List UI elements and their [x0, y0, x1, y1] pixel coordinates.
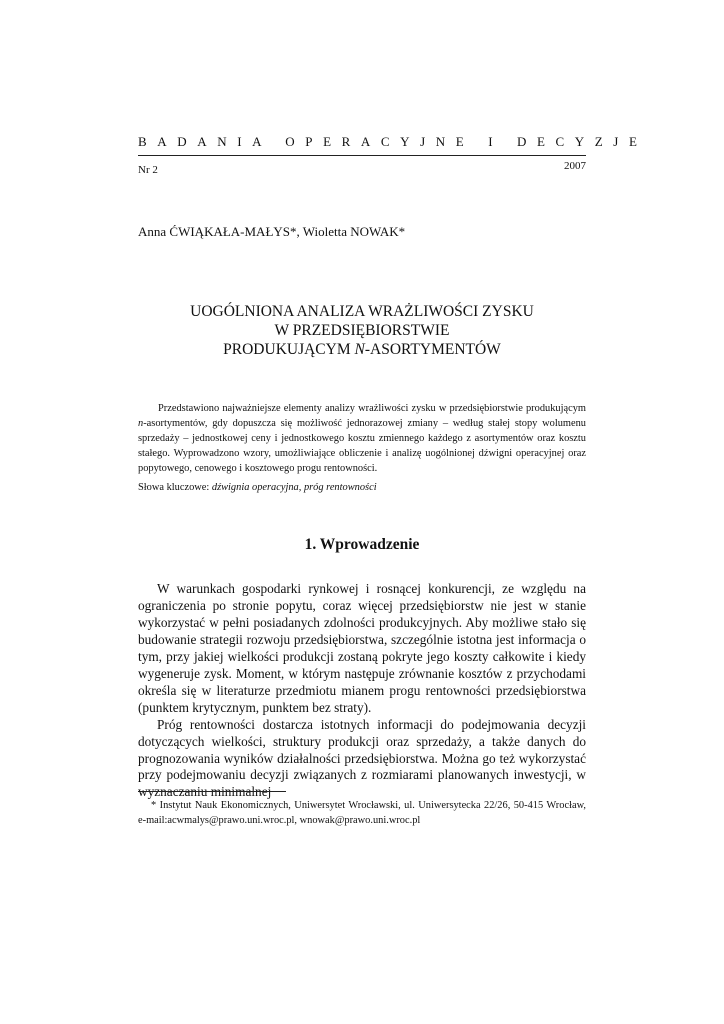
footnote: * Instytut Nauk Ekonomicznych, Uniwersytet Wrocławski, ul. Uniwersytecka 22/26, 50-415 Wrocław, e-mail:acwmalys@prawo.uni.wroc.pl, wnowak@prawo.uni.wroc.pl — [138, 800, 586, 826]
title-line-1: UOGÓLNIONA ANALIZA WRAŻLIWOŚCI ZYSKU — [190, 303, 534, 320]
journal-name: BADANIA OPERACYJNE I DECYZJE — [138, 134, 648, 149]
abstract: Przedstawiono najważniejsze elementy analizy wrażliwości zysku w przedsiębiorstwie produkującym n-asortymentów, gdy dopuszcza się możliwość jednorazowej zmiany – według stałej stopy wolumenu sprzedaży – jednostkowej ceny i jednostkowego kosztu zmiennego każdego z asortymentów oraz kosztu stałego. Wyprowadzono wzory, umożliwiające obliczenie i analizę uogólnionej dźwigni operacyjnej oraz popytowego, cenowego i kosztowego progu rentowności. — [138, 403, 586, 474]
title-italic-n: N — [354, 341, 365, 358]
paper-title — [138, 302, 586, 359]
title-line-3: PRODUKUJĄCYM N-ASORTYMENTÓW — [223, 341, 501, 358]
authors: Anna ĆWIĄKAŁA-MAŁYS*, Wioletta NOWAK* — [138, 224, 406, 239]
paragraph-1: W warunkach gospodarki rynkowej i rosnącej konkurencji, ze względu na ograniczenia po stronie popytu, coraz więcej przedsiębiorstw nie jest w stanie wykorzystać w pełni posiadanych zdolności produkcyjnych. Aby możliwe stało się budowanie strategii rozwoju przedsiębiorstwa, szczególnie istotna jest informacja o tym, przy jakiej wielkości produkcji zostaną pokryte jego koszty całkowite i kiedy wygeneruje zysk. Moment, w którym następuje zrównanie kosztów z przychodami określa się w literaturze przedmiotu mianem progu rentowności przedsiębiorstwa (punktem krytycznym, punktem bez straty). — [138, 581, 586, 715]
keywords — [138, 482, 377, 493]
keywords-label: Słowa kluczowe: — [138, 482, 212, 493]
issue-number: Nr 2 — [138, 164, 158, 176]
paragraph-2: Próg rentowności dostarcza istotnych informacji do podejmowania decyzji dotyczących wielkości, struktury produkcji oraz sprzedaży, a także danych do prognozowania wyników działalności przedsiębiorstwa. Można go też wykorzystać przy podejmowaniu decyzji związanych z rozmiarami planowanych inwestycji, w wyznaczaniu minimalnej — [138, 716, 586, 800]
publication-year: 2007 — [564, 160, 586, 172]
keywords-value: dźwignia operacyjna, próg rentowności — [211, 482, 377, 493]
body-text — [138, 581, 586, 801]
section-heading: 1. Wprowadzenie — [304, 536, 420, 553]
header-rule — [138, 155, 586, 156]
footnote-rule — [138, 791, 286, 792]
title-line-2: W PRZEDSIĘBIORSTWIE — [274, 322, 450, 339]
